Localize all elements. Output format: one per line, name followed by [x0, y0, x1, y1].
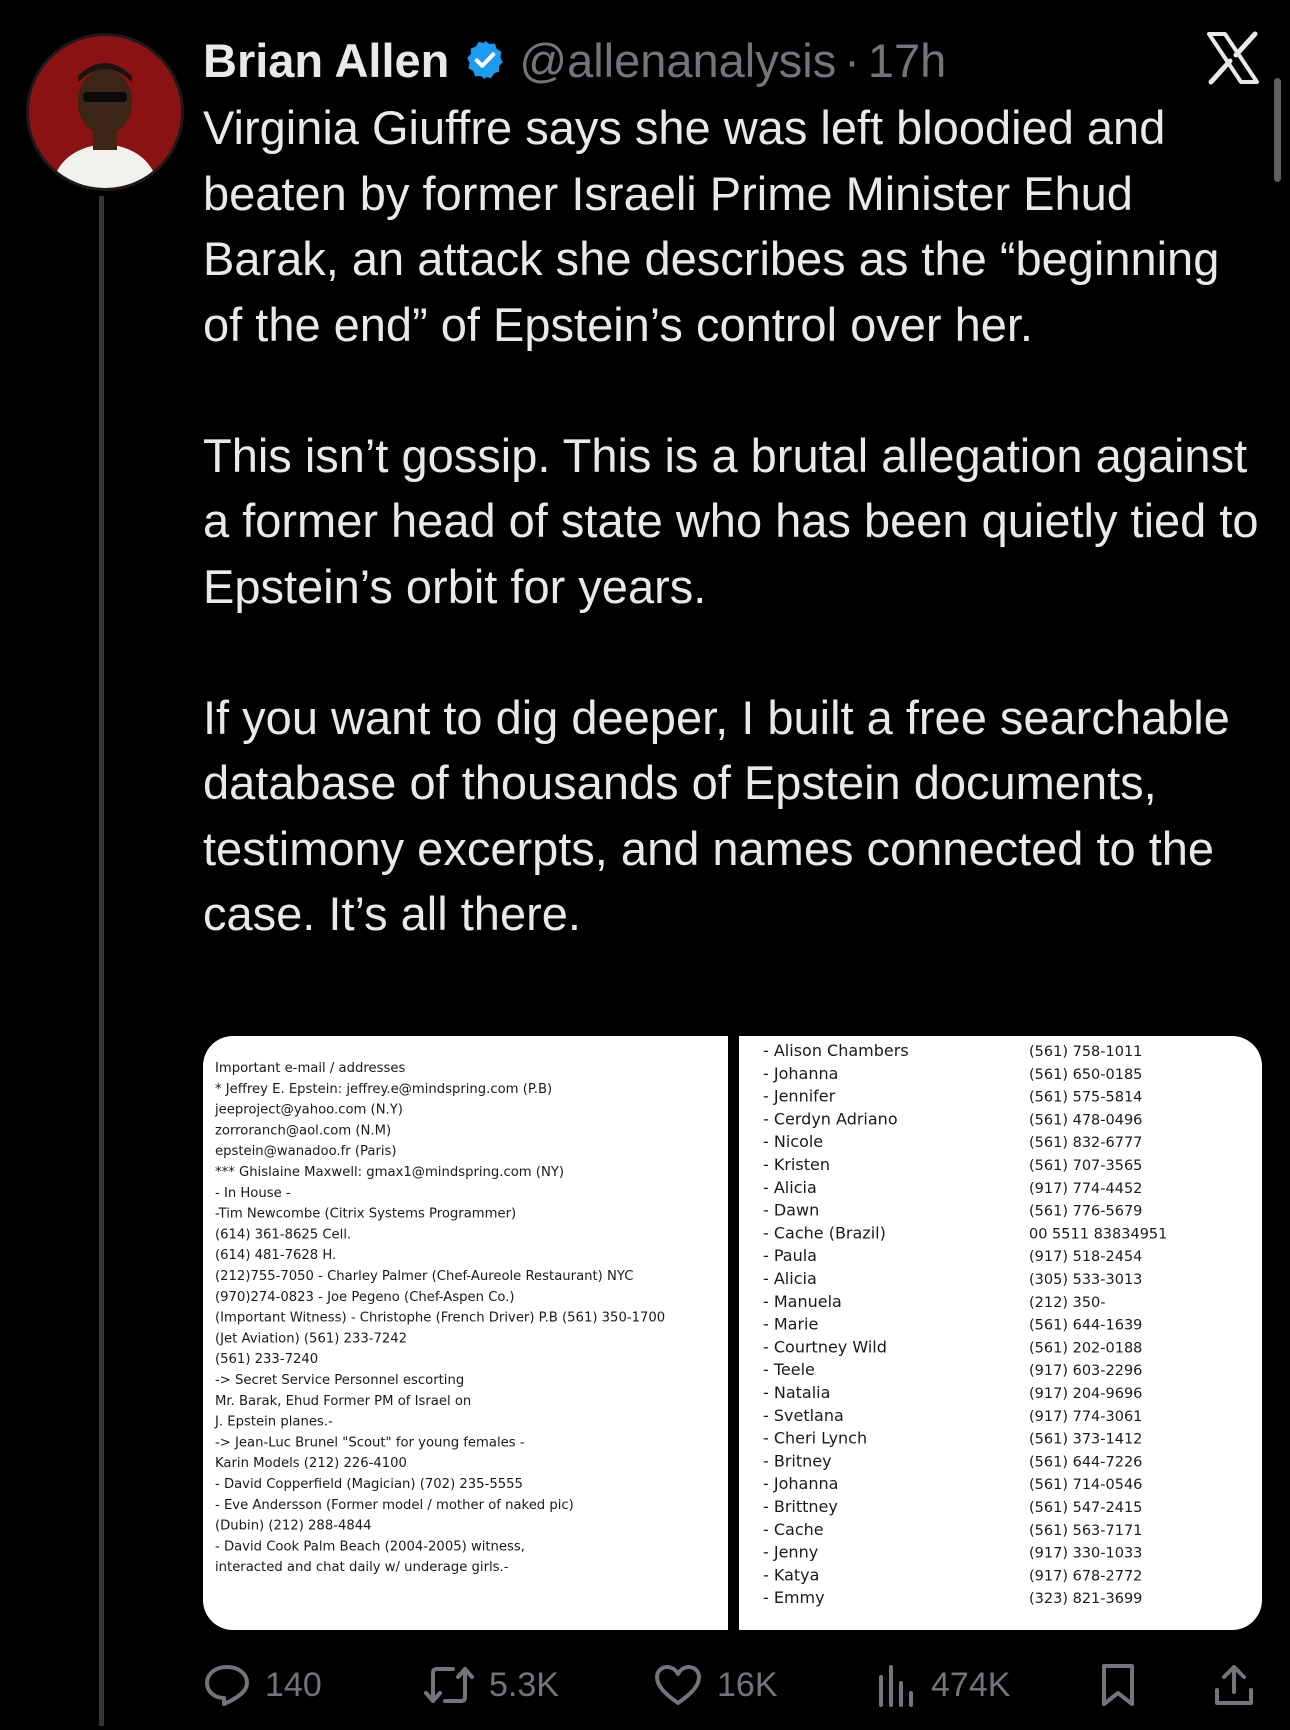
- note-line: (212)755-7050 - Charley Palmer (Chef-Aureole Restaurant) NYC: [215, 1269, 634, 1284]
- contact-name: - Paula: [763, 1246, 817, 1266]
- contact-name: - Jennifer: [763, 1086, 836, 1106]
- note-line: jeeproject@yahoo.com (N.Y): [215, 1102, 403, 1118]
- heart-icon: [653, 1663, 703, 1707]
- handwritten-notes-left: [203, 1036, 728, 1630]
- contact-name: - Dawn: [763, 1200, 820, 1220]
- contact-name: - Nicole: [763, 1132, 824, 1152]
- contact-phone: (561) 714-0546: [1029, 1477, 1143, 1494]
- verified-badge-icon: [463, 38, 507, 82]
- contact-name: - Svetlana: [763, 1405, 844, 1425]
- like-button[interactable]: [653, 1660, 778, 1710]
- contact-name: - Manuela: [763, 1291, 842, 1311]
- note-line: - Eve Andersson (Former model / mother of naked pic): [215, 1497, 574, 1513]
- note-line: interacted and chat daily w/ underage girls.-: [215, 1560, 509, 1576]
- thread-line: [99, 196, 104, 1726]
- note-line: J. Epstein planes.-: [215, 1414, 333, 1430]
- contact-name: - Katya: [763, 1565, 820, 1585]
- document-page-right: [739, 1036, 1262, 1630]
- note-line: - David Cook Palm Beach (2004-2005) witness,: [215, 1539, 525, 1555]
- contact-phone: (917) 678-2772: [1029, 1568, 1143, 1585]
- contact-phone: (917) 603-2296: [1029, 1363, 1143, 1380]
- contact-phone: (561) 644-7226: [1029, 1454, 1143, 1471]
- contact-name: - Cache: [763, 1519, 824, 1539]
- note-line: (Jet Aviation) (561) 233-7242: [215, 1331, 408, 1347]
- document-page-left: [203, 1036, 728, 1630]
- contact-phone: (561) 575-5814: [1029, 1089, 1143, 1106]
- analytics-icon: [875, 1663, 917, 1707]
- contact-phone: (917) 330-1033: [1029, 1545, 1143, 1562]
- contact-name: - Johanna: [763, 1474, 839, 1494]
- note-line: epstein@wanadoo.fr (Paris): [215, 1144, 397, 1160]
- views-button[interactable]: [875, 1660, 1010, 1710]
- reply-count: 140: [265, 1665, 322, 1704]
- reply-icon: [203, 1663, 251, 1707]
- timestamp[interactable]: 17h: [867, 33, 947, 87]
- contact-phone: (561) 563-7171: [1029, 1522, 1143, 1539]
- note-line: Important e-mail / addresses: [215, 1061, 406, 1076]
- contact-phone: (323) 821-3699: [1029, 1591, 1143, 1608]
- tweet-header: [203, 28, 946, 92]
- note-line: -> Secret Service Personnel escorting: [215, 1373, 465, 1388]
- author-name[interactable]: Brian Allen: [203, 33, 450, 87]
- avatar-image: [29, 36, 181, 188]
- bookmark-button[interactable]: [1099, 1660, 1137, 1710]
- scrollbar[interactable]: [1274, 78, 1281, 182]
- contact-name: - Johanna: [763, 1063, 839, 1083]
- contact-phone: (917) 204-9696: [1029, 1386, 1143, 1402]
- contact-name: - Alicia: [763, 1269, 817, 1288]
- contact-name: - Cheri Lynch: [763, 1428, 868, 1448]
- note-line: (614) 361-8625 Cell.: [215, 1227, 352, 1243]
- avatar[interactable]: [26, 33, 184, 191]
- contact-phone: (917) 774-3061: [1029, 1408, 1143, 1425]
- bookmark-icon: [1099, 1662, 1137, 1708]
- note-line: zorroranch@aol.com (N.M): [215, 1123, 392, 1139]
- author-handle[interactable]: @allenanalysis: [519, 33, 837, 87]
- contact-name: - Emmy: [763, 1588, 825, 1608]
- contact-phone: (917) 518-2454: [1029, 1249, 1143, 1266]
- contact-name: - Alicia: [763, 1177, 817, 1197]
- note-line: (Dubin) (212) 288-4844: [215, 1518, 372, 1534]
- note-line: (Important Witness) - Christophe (French Driver) P.B (561) 350-1700: [215, 1310, 666, 1326]
- contact-name: - Britney: [763, 1451, 832, 1471]
- contact-phone: (561) 373-1412: [1029, 1431, 1143, 1448]
- note-line: (614) 481-7628 H.: [215, 1248, 337, 1264]
- contact-phone: (561) 650-0185: [1029, 1066, 1143, 1083]
- handwritten-notes-right: [739, 1036, 1262, 1630]
- note-line: Mr. Barak, Ehud Former PM of Israel on: [215, 1393, 472, 1409]
- note-line: * Jeffrey E. Epstein: jeffrey.e@mindspring.com (P.B): [215, 1081, 553, 1097]
- contact-name: - Cache (Brazil): [763, 1223, 886, 1243]
- contact-name: - Jenny: [763, 1542, 819, 1562]
- contact-name: - Brittney: [763, 1497, 838, 1516]
- note-line: Karin Models (212) 226-4100: [215, 1456, 407, 1472]
- contact-phone: (561) 758-1011: [1029, 1044, 1143, 1060]
- action-bar: [203, 1660, 1263, 1710]
- contact-phone: (561) 644-1639: [1029, 1317, 1143, 1334]
- repost-button[interactable]: [423, 1660, 559, 1710]
- tweet-text: Virginia Giuffre says she was left bloodied and beaten by former Israeli Prime Minister Ehud Barak, an attack she describes as the “beginning of the end” of Epstein’s control over her. This isn’t gossip. This is a brutal allegation against a former head of state who has been quietly tied to Epstein’s orbit for years. If you want to dig deeper, I built a free searchable database of thousands of Epstein documents, testimony excerpts, and names connected to the case. It’s all there.: [203, 101, 1259, 940]
- separator: ·: [844, 33, 860, 87]
- views-count: 474K: [931, 1665, 1011, 1704]
- share-icon: [1213, 1662, 1255, 1708]
- like-count: 16K: [717, 1665, 778, 1704]
- share-button[interactable]: [1213, 1660, 1255, 1710]
- contact-phone: 00 5511 83834951: [1029, 1226, 1168, 1243]
- contact-name: - Natalia: [763, 1383, 831, 1402]
- x-logo-icon[interactable]: [1205, 30, 1261, 86]
- note-line: - David Copperfield (Magician) (702) 235-5555: [215, 1477, 523, 1492]
- contact-phone: (561) 547-2415: [1029, 1500, 1143, 1516]
- note-line: *** Ghislaine Maxwell: gmax1@mindspring.com (NY): [215, 1165, 565, 1180]
- contact-name: - Teele: [763, 1360, 815, 1380]
- contact-phone: (561) 478-0496: [1029, 1112, 1143, 1129]
- contact-phone: (305) 533-3013: [1029, 1272, 1143, 1288]
- contact-name: - Cerdyn Adriano: [763, 1109, 898, 1129]
- note-line: (970)274-0823 - Joe Pegeno (Chef-Aspen Co.): [215, 1289, 515, 1305]
- contact-phone: (917) 774-4452: [1029, 1180, 1143, 1197]
- note-line: - In House -: [215, 1185, 291, 1201]
- contact-phone: (212) 350-: [1029, 1294, 1106, 1311]
- repost-icon: [423, 1663, 475, 1707]
- note-line: -> Jean-Luc Brunel "Scout" for young females -: [215, 1435, 525, 1451]
- note-line: -Tim Newcombe (Citrix Systems Programmer): [215, 1206, 517, 1222]
- note-line: (561) 233-7240: [215, 1352, 319, 1368]
- contact-phone: (561) 832-6777: [1029, 1135, 1143, 1152]
- contact-phone: (561) 202-0188: [1029, 1340, 1143, 1357]
- contact-name: - Marie: [763, 1314, 819, 1334]
- media-image[interactable]: [203, 1036, 1262, 1630]
- contact-phone: (561) 707-3565: [1029, 1158, 1143, 1174]
- contact-name: - Kristen: [763, 1155, 830, 1174]
- contact-name: - Alison Chambers: [763, 1041, 909, 1060]
- contact-name: - Courtney Wild: [763, 1337, 887, 1357]
- repost-count: 5.3K: [489, 1665, 559, 1704]
- contact-phone: (561) 776-5679: [1029, 1203, 1143, 1220]
- reply-button[interactable]: [203, 1660, 322, 1710]
